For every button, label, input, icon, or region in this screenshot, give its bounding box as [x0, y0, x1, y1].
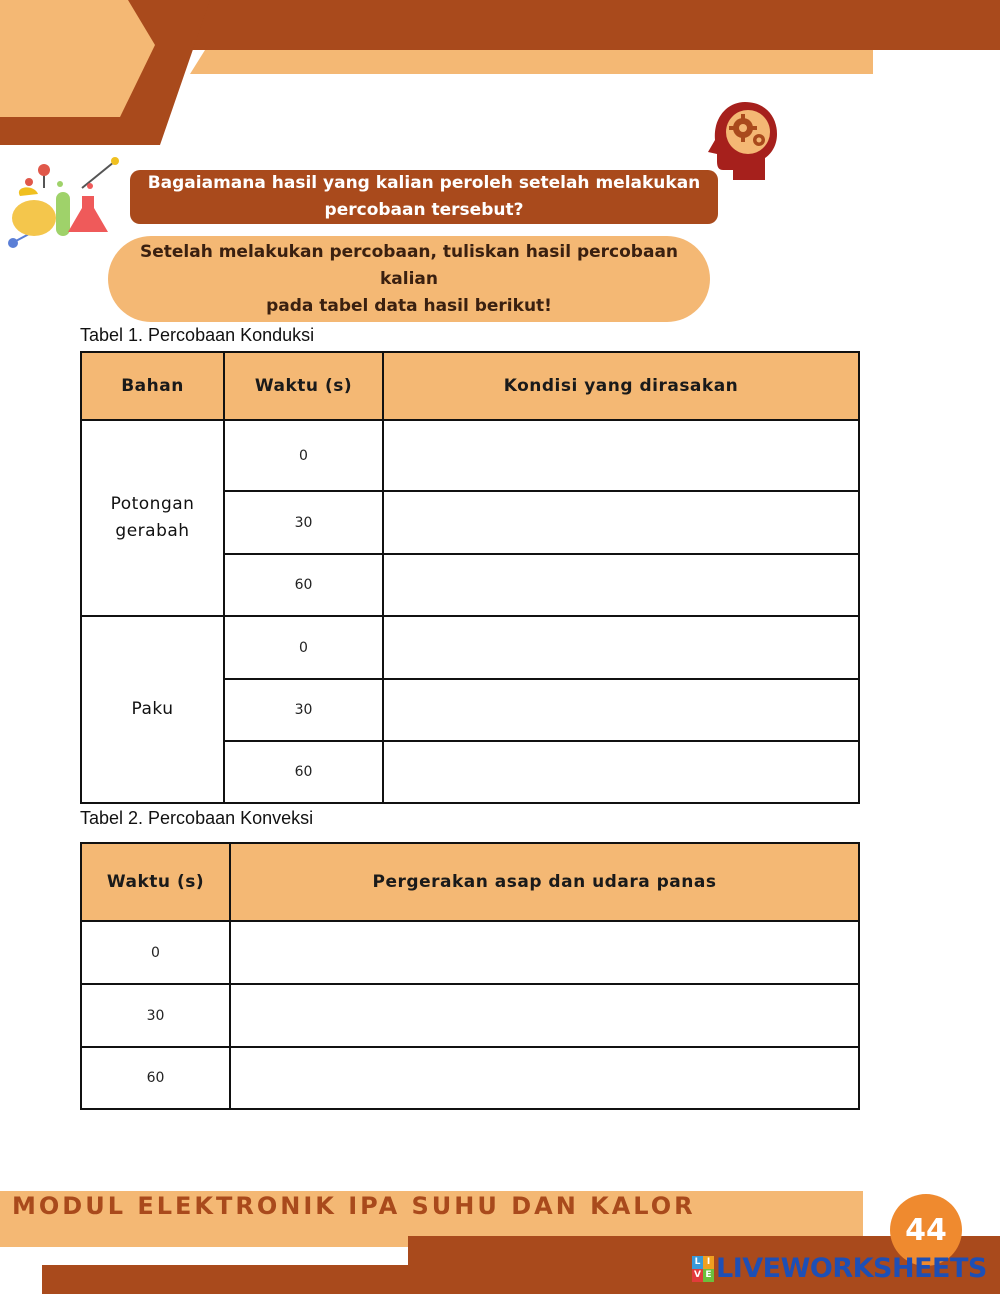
table-row	[81, 921, 859, 984]
liveworksheets-brand[interactable]	[692, 1253, 987, 1284]
table-row	[81, 616, 859, 679]
time-cell: 0	[224, 616, 383, 679]
answer-cell[interactable]	[383, 616, 859, 679]
table1-caption: Tabel 1. Percobaan Konduksi	[80, 325, 315, 345]
question-bubble	[130, 170, 718, 224]
time-cell: 60	[224, 741, 383, 803]
header-decoration	[0, 0, 1000, 160]
time-cell: 30	[224, 679, 383, 741]
science-lab-icon	[4, 156, 124, 252]
answer-cell[interactable]	[230, 921, 859, 984]
header-waktu: Waktu (s)	[224, 352, 383, 420]
head-gears-icon	[705, 100, 780, 185]
brand-text: LIVEWORKSHEETS	[716, 1253, 987, 1284]
convection-table	[80, 842, 860, 1110]
time-cell: 30	[224, 491, 383, 554]
conduction-table	[80, 351, 860, 804]
answer-cell[interactable]	[383, 679, 859, 741]
answer-cell[interactable]	[230, 984, 859, 1047]
header-kondisi: Kondisi yang dirasakan	[383, 352, 859, 420]
time-cell: 60	[224, 554, 383, 616]
material-cell	[81, 420, 224, 616]
table-row	[81, 420, 859, 491]
material-cell: Paku	[81, 616, 224, 803]
question-line-1: Bagaiamana hasil yang kalian peroleh setelah melakukan	[147, 173, 701, 193]
answer-cell[interactable]	[383, 491, 859, 554]
material-line-2: gerabah	[115, 521, 190, 541]
time-cell: 0	[224, 420, 383, 491]
answer-cell[interactable]	[383, 420, 859, 491]
time-cell: 0	[81, 921, 230, 984]
answer-cell[interactable]	[383, 741, 859, 803]
answer-cell[interactable]	[383, 554, 859, 616]
table-row	[81, 984, 859, 1047]
table-row	[81, 1047, 859, 1109]
material-line-1: Potongan	[110, 494, 195, 514]
liveworksheets-logo-icon: L I V E	[692, 1256, 714, 1282]
instruction-line-1: Setelah melakukan percobaan, tuliskan hasil percobaan kalian	[139, 241, 679, 289]
time-cell: 30	[81, 984, 230, 1047]
page-number: 44	[890, 1194, 962, 1266]
answer-cell[interactable]	[230, 1047, 859, 1109]
table2-caption: Tabel 2. Percobaan Konveksi	[80, 808, 314, 828]
footer-title: MODUL ELEKTRONIK IPA SUHU DAN KALOR	[12, 1192, 696, 1220]
header-pergerakan: Pergerakan asap dan udara panas	[230, 843, 859, 921]
time-cell: 60	[81, 1047, 230, 1109]
header-bahan: Bahan	[81, 352, 224, 420]
instruction-line-2: pada tabel data hasil berikut!	[266, 295, 552, 316]
question-line-2: percobaan tersebut?	[324, 200, 524, 220]
header-waktu: Waktu (s)	[81, 843, 230, 921]
instruction-bubble	[108, 236, 710, 322]
